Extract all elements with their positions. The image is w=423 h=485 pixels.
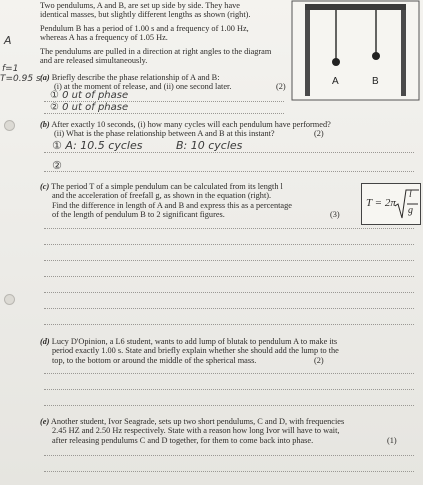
answer-line bbox=[44, 260, 414, 261]
answer-line bbox=[44, 471, 414, 472]
intro-line-1: Two pendulums, A and B, are set up side by side. They have bbox=[40, 1, 240, 10]
intro-line-5: The pendulums are pulled in a direction at right angles to the diagram bbox=[40, 47, 272, 56]
pendulum-diagram bbox=[291, 0, 421, 102]
answer-line bbox=[44, 405, 414, 406]
intro-line-4: whereas A has a frequency of 1.05 Hz. bbox=[40, 33, 168, 42]
label-a: A bbox=[332, 76, 339, 87]
q-e-line-3: after releasing pendulums C and D together, for them to come back into phase. bbox=[52, 436, 314, 445]
answer-line bbox=[44, 244, 414, 245]
answer-line bbox=[44, 101, 284, 102]
label-b: B bbox=[372, 76, 379, 87]
q-e-marks: (1) bbox=[387, 436, 397, 445]
q-d-marks: (2) bbox=[314, 356, 324, 365]
answer-line bbox=[44, 228, 414, 229]
support-bar bbox=[305, 4, 406, 10]
q-b-answer-b: B: 10 cycles bbox=[176, 139, 243, 152]
answer-line bbox=[44, 276, 414, 277]
q-c-number: (c) bbox=[40, 182, 50, 191]
q-a-number: (a) bbox=[40, 73, 50, 82]
left-stand bbox=[305, 10, 310, 96]
q-b-marks: (2) bbox=[314, 129, 324, 138]
q-a-answer-2: ② 0 ut of phase bbox=[50, 102, 129, 113]
q-e-text-1: Another student, Ivor Seagrade, sets up two short pendulums, C and D, with frequencies bbox=[50, 417, 345, 426]
q-c-marks: (3) bbox=[330, 210, 340, 219]
binder-hole bbox=[4, 120, 15, 131]
q-c-line-4: of the length of pendulum B to 2 significant figures. bbox=[52, 210, 225, 219]
q-a-answer-1: ① 0 ut of phase bbox=[50, 90, 129, 101]
q-d-line-2: period exactly 1.00 s. State and briefly explain whether she should add the lump to the bbox=[52, 346, 339, 355]
intro-line-6: and are released simultaneously. bbox=[40, 56, 148, 65]
sqrt-symbol bbox=[395, 188, 419, 220]
q-b-text-1: After exactly 10 seconds, (i) how many cycles will each pendulum have performed? bbox=[51, 120, 331, 129]
intro-line-3: Pendulum B has a period of 1.00 s and a frequency of 1.00 Hz, bbox=[40, 24, 249, 33]
intro-line-2: identical masses, but slightly different lengths as shown (right). bbox=[40, 10, 251, 19]
q-b-answer-a: ① A: 10.5 cycles bbox=[52, 139, 143, 152]
q-c-line-2: and the acceleration of freefall g, as shown in the equation (right). bbox=[52, 191, 272, 200]
answer-line bbox=[44, 373, 414, 374]
answer-line bbox=[44, 113, 284, 114]
q-c-line-3: Find the difference in length of A and B and express this as a percentage bbox=[52, 201, 292, 210]
q-a-text-1: Briefly describe the phase relationship of A and B: bbox=[51, 73, 220, 82]
q-a-line-2: (i) at the moment of release, and (ii) one second later. bbox=[54, 82, 232, 91]
q-a-marks: (2) bbox=[276, 82, 286, 91]
q-c-text-1: The period T of a simple pendulum can be calculated from its length l bbox=[51, 182, 283, 191]
q-d-text-1: Lucy D'Opinion, a L6 student, wants to add lump of blutak to pendulum A to make its bbox=[51, 337, 338, 346]
answer-line bbox=[44, 292, 414, 293]
margin-note-f: f=1 bbox=[2, 64, 19, 74]
q-e-line-2: 2.45 HZ and 2.50 Hz respectively. State with a reason how long Ivor will have to wait, bbox=[52, 426, 340, 435]
q-e-number: (e) bbox=[40, 417, 50, 426]
q-b-number: (b) bbox=[40, 120, 50, 129]
bob-a bbox=[332, 58, 340, 66]
period-formula bbox=[361, 183, 421, 225]
margin-note-t: T=0.95 s bbox=[0, 74, 41, 84]
q-d-number: (d) bbox=[40, 337, 50, 346]
q-b-line-2: (ii) What is the phase relationship between A and B at this instant? bbox=[54, 129, 275, 138]
formula-numerator: l bbox=[409, 189, 412, 200]
margin-note-a: A bbox=[4, 34, 12, 47]
answer-line bbox=[44, 455, 414, 456]
binder-hole bbox=[4, 294, 15, 305]
q-b-answer-ii: ② bbox=[52, 159, 62, 172]
answer-line bbox=[44, 171, 414, 172]
answer-line bbox=[44, 308, 414, 309]
right-stand bbox=[401, 10, 406, 96]
answer-line bbox=[44, 389, 414, 390]
q-d-line-3: top, to the bottom or around the middle of the spherical mass. bbox=[52, 356, 257, 365]
answer-line bbox=[44, 324, 414, 325]
formula-lhs: T = 2π bbox=[366, 197, 396, 209]
answer-line bbox=[44, 152, 414, 153]
formula-denominator: g bbox=[408, 205, 413, 216]
bob-b bbox=[372, 52, 380, 60]
